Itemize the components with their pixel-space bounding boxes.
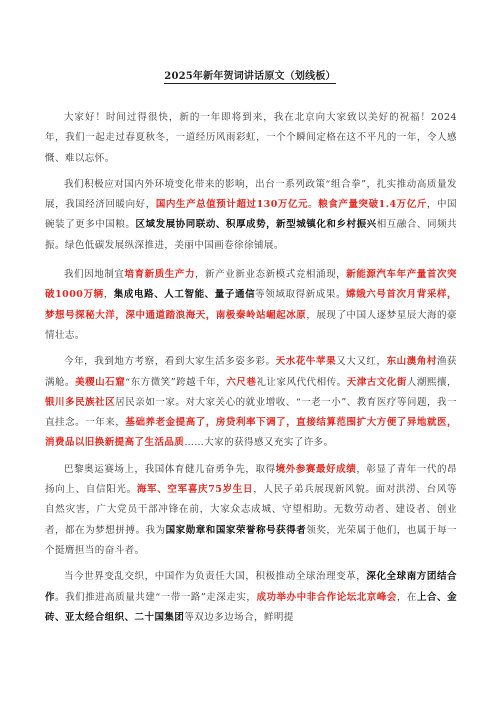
text-run: 我们因地制宜 bbox=[64, 269, 125, 281]
paragraph-6 bbox=[45, 567, 457, 628]
text-run: 当今世界变乱交织，中国作为负责任大国，积极推动全球治理变革， bbox=[64, 571, 367, 583]
text-run: 巴黎奥运赛场上，我国体育健儿奋勇争先，取得 bbox=[64, 463, 276, 475]
highlight-red: 美稷山石窟 bbox=[75, 376, 126, 388]
highlight-bold: 区域发展协同联动、积厚成势，新型城镇化和乡村振兴 bbox=[135, 219, 377, 231]
paragraph-5 bbox=[45, 460, 457, 561]
text-run: 等双边多边场合，鲜明提 bbox=[184, 611, 294, 623]
text-run: 大家好！时间过得很快，新的一年即将到来，我在北京向大家致以美好的祝福！2024年，我们一起走过春夏秋冬，一道经历风雨彩虹，一个个瞬间定格在这不平凡的一年，令人感慨、难以忘怀。 bbox=[45, 112, 457, 164]
text-run: 居民亲如一家。对大家关心的就业增收、“一老一小”、教育医疗等问题，我一直挂念。一年来， bbox=[45, 396, 457, 429]
text-run: ，新产业新业态新模式竞相涌现， bbox=[195, 269, 347, 281]
highlight-red: 嫦娥六号首次月背采样，梦想号探秘大洋，深中通道踏浪海天，南极秦岭站崛起冰原 bbox=[45, 289, 457, 321]
document-title bbox=[0, 67, 500, 82]
highlight-red: 银川多民族社区 bbox=[45, 396, 116, 408]
highlight-red: 天津古文化街 bbox=[346, 376, 407, 388]
paragraph-3 bbox=[45, 265, 457, 346]
text-run: 人潮熙攘， bbox=[406, 376, 457, 388]
text-run: ，在 bbox=[396, 591, 417, 603]
highlight-red: 粮食产量突破1.4万亿斤 bbox=[318, 199, 427, 211]
paragraph-4 bbox=[45, 352, 457, 453]
text-run: ……大家的获得感又充实了许多。 bbox=[184, 437, 334, 449]
paragraph-1 bbox=[45, 108, 457, 169]
text-run: 礼让家风代代相传。 bbox=[256, 376, 347, 388]
text-run: 领奖，光荣属于他们，也属于每一个挺膺担当的奋斗者。 bbox=[45, 524, 457, 556]
text-run: ，展现了中国人逐梦星辰大海的豪情壮志。 bbox=[45, 309, 457, 341]
text-run: ， bbox=[103, 289, 114, 301]
text-run: 我们积极应对国内外环境变化带来的影响，出台一系列政策“组合拳”，扎实推动高质量发展，我国经济回暖向好， bbox=[45, 178, 457, 211]
text-run: ，中国碗装了更多中国粮。 bbox=[45, 199, 458, 231]
text-run: 等领域取得新成果。 bbox=[255, 289, 347, 301]
document-body bbox=[45, 108, 457, 628]
highlight-red: 成功举办中非合作论坛北京峰会 bbox=[256, 591, 397, 603]
highlight-red: 东山澳角村 bbox=[386, 356, 437, 368]
text-run: 。 bbox=[308, 199, 319, 211]
highlight-bold: 国家勋章和国家荣誉称号获得者 bbox=[165, 524, 307, 536]
highlight-red: 六尺巷 bbox=[226, 376, 257, 388]
highlight-bold: 集成电路、人工智能、量子通信 bbox=[113, 289, 256, 301]
highlight-bold: 上合、金砖、亚太经合组织、二十国集团 bbox=[45, 591, 458, 623]
highlight-red: 境外参赛最好成绩 bbox=[275, 463, 357, 475]
highlight-red: 国内生产总值预计超过130万亿元 bbox=[155, 199, 309, 211]
text-run: ，彰显了青年一代的昂扬向上、自信阳光。 bbox=[45, 463, 457, 496]
highlight-red: 新能源汽车年产量首次突破1000万辆 bbox=[45, 269, 457, 301]
highlight-red: 培育新质生产力 bbox=[124, 269, 196, 281]
highlight-red: 海军、空军喜庆75岁生日 bbox=[136, 484, 254, 496]
text-run: 又大又红， bbox=[336, 356, 387, 368]
text-run: 相互融合、同频共振。绿色低碳发展纵深推进，美丽中国画卷徐徐铺展。 bbox=[45, 219, 457, 251]
title-text: 2025年新年贺词讲话原文（划线板） bbox=[164, 71, 336, 82]
highlight-red: 基础养老金提高了，房贷利率下调了，直接结算范围扩大方便了异地就医，消费品以旧换新提高了生活品质 bbox=[45, 417, 457, 449]
text-run: ，人民子弟兵展现新风貌。面对洪涝、台风等自然灾害，广大党员干部冲锋在前，大家众志成城、守望相助。无数劳动者、建设者、创业者，都在为梦想拼搏。我为 bbox=[45, 484, 457, 536]
text-run: “东方微笑”跨越千年， bbox=[125, 376, 227, 388]
text-run: 渔获满舱。 bbox=[45, 356, 457, 388]
highlight-red: 天水花牛苹果 bbox=[275, 356, 337, 368]
text-run: 。我们推进高质量共建“一带一路”走深走实， bbox=[55, 591, 257, 603]
text-run: 今年，我到地方考察，看到大家生活多姿多彩。 bbox=[64, 356, 276, 368]
highlight-bold: 深化全球南方团结合作 bbox=[45, 571, 457, 603]
paragraph-2 bbox=[45, 175, 457, 256]
